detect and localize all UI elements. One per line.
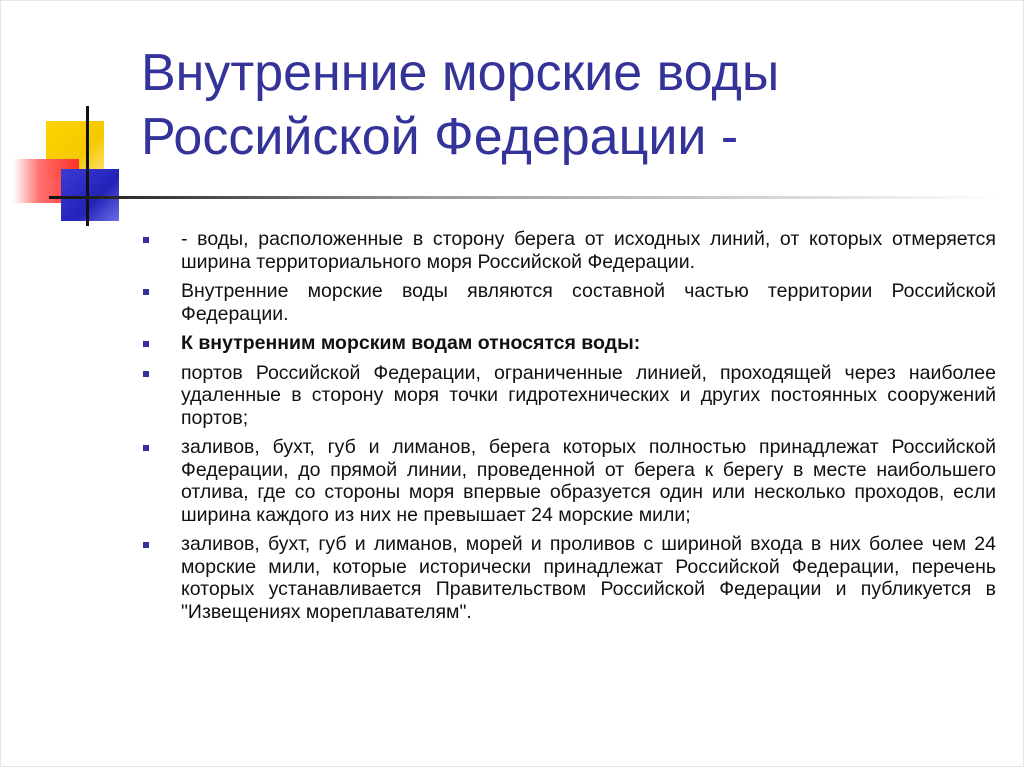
logo-vertical-line (86, 106, 89, 226)
bullet-text: заливов, бухт, губ и лиманов, берега которых полностью принадлежат Российской Федерации, до прямой линии, проведенной от берега к берегу в месте наибольшего отлива, где со стороны моря впервые образуется один или несколько проходов, если ширина каждого из них не превышает 24 морские мили; (181, 436, 996, 526)
square-bullet-icon (143, 289, 149, 295)
square-bullet-icon (143, 542, 149, 548)
bullet-item (141, 533, 996, 623)
title-line-1: Внутренние морские воды (141, 44, 780, 102)
square-bullet-icon (143, 341, 149, 347)
bullet-item (141, 332, 996, 355)
logo-blue-square (61, 169, 119, 221)
square-bullet-icon (143, 371, 149, 377)
title-underline (49, 196, 999, 199)
title-line-2: Российской Федерации - (141, 108, 739, 166)
bullet-item (141, 362, 996, 430)
bullet-item (141, 280, 996, 325)
bullet-text: Внутренние морские воды являются составной частью территории Российской Федерации. (181, 280, 996, 325)
slide-title (141, 41, 1001, 169)
bullet-item (141, 436, 996, 526)
bullet-text: - воды, расположенные в сторону берега от исходных линий, от которых отмеряется ширина территориального моря Российской Федерации. (181, 228, 996, 273)
bullet-text: заливов, бухт, губ и лиманов, морей и проливов с шириной входа в них более чем 24 морские мили, которые исторически принадлежат Российской Федерации, перечень которых устанавливается Правительством Российской Федерации и публикуется в "Извещениях мореплавателям". (181, 533, 996, 623)
bullet-item (141, 228, 996, 273)
square-bullet-icon (143, 237, 149, 243)
bullet-text: К внутренним морским водам относятся воды: (181, 332, 641, 354)
bullet-text: портов Российской Федерации, ограниченные линией, проходящей через наиболее удаленные в сторону моря точки гидротехнических и других постоянных сооружений портов; (181, 361, 996, 429)
square-bullet-icon (143, 445, 149, 451)
bullet-list (141, 228, 996, 630)
